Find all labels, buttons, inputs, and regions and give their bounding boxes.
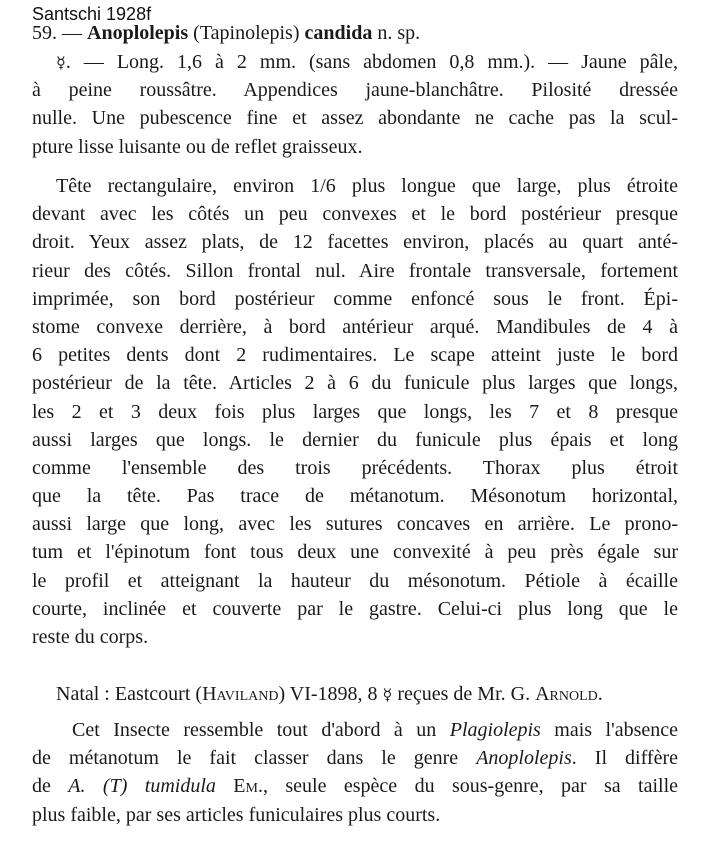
species-number: 59. —	[32, 22, 82, 44]
locality-paragraph	[56, 680, 678, 708]
text-line: à peine roussâtre. Appendices jaune-blanchâtre. Pilosité dressée	[32, 79, 678, 102]
text-line: droit. Yeux assez plats, de 12 facettes environ, placés au quart anté-	[32, 231, 678, 254]
text-line: stome convexe derrière, à bord antérieur arqué. Mandibules de 4 à	[32, 315, 678, 338]
text-line: rieur des côtés. Sillon frontal nul. Aire frontale transversale, fortement	[32, 259, 678, 282]
text-line: comme l'ensemble des trois précédents. Thorax plus étroit	[32, 456, 678, 479]
taxon-reference: A. (T) tumidula	[68, 775, 216, 798]
text-line: plus faible, par ses articles funiculaires plus courts.	[32, 803, 441, 826]
text-line: postérieur de la tête. Articles 2 à 6 du funicule plus larges que longs,	[32, 372, 678, 395]
species-status: n. sp.	[377, 22, 421, 44]
text-line: tum et l'épinotum font tous deux une convexité à peu près égale sur	[32, 541, 678, 564]
text-line: de A. (T) tumidula Em., seule espèce du sous-genre, par sa taille	[32, 775, 679, 798]
text-line: imprimée, son bord postérieur comme enfoncé sous le front. Épi-	[32, 287, 678, 310]
text-line: le profil et atteignant la hauteur du mésonotum. Pétiole à écaille	[32, 569, 678, 592]
text-line: de métanotum le fait classer dans le genre Anoplolepis. Il diffère	[32, 747, 678, 770]
text-line: nulle. Une pubescence fine et assez abondante ne cache pas la scul-	[32, 107, 678, 130]
worker-symbol-icon: ☿	[56, 53, 66, 72]
species-name: candida	[304, 22, 373, 44]
text-line: 6 petites dents dont 2 rudimentaires. Le scape atteint juste le bord	[32, 344, 678, 367]
text-line: Cet Insecte ressemble tout d'abord à un Plagiolepis mais l'absence	[72, 719, 678, 741]
species-heading	[32, 20, 420, 46]
subgenus-name: (Tapinolepis)	[193, 22, 300, 44]
text-line: devant avec les côtés un peu convexes et le bord postérieur presque	[32, 203, 678, 226]
donor-name: Arnold	[535, 683, 598, 705]
text-line: que la tête. Pas trace de métanotum. Mésonotum horizontal,	[32, 485, 678, 508]
genus-reference: Plagiolepis	[449, 719, 541, 741]
text-line: les 2 et 3 deux fois plus larges que longs, les 7 et 8 presque	[32, 400, 678, 423]
description-paragraph-morphology	[32, 172, 678, 651]
text-line: Natal : Eastcourt (Haviland) VI-1898, 8 ☿ reçues de Mr. G. Arnold.	[56, 680, 678, 708]
text-line: Tête rectangulaire, environ 1/6 plus longue que large, plus étroite	[56, 175, 678, 197]
author-abbreviation: Em.	[215, 775, 263, 798]
genus-name: Anoplolepis	[87, 22, 189, 44]
text-line: reste du corps.	[32, 626, 149, 648]
genus-reference: Anoplolepis	[476, 747, 572, 770]
text-line: aussi larges que longs. le dernier du funicule plus épais et long	[32, 428, 678, 451]
text-line: courte, inclinée et couverte par le gastre. Celui-ci plus long que le	[32, 597, 678, 620]
collector-name: Haviland	[202, 683, 279, 705]
remarks-paragraph	[32, 716, 678, 829]
worker-symbol-icon: ☿	[382, 685, 393, 704]
text-line: pture lisse luisante ou de reflet graisseux.	[32, 135, 363, 158]
description-paragraph-worker	[32, 48, 678, 161]
text-line: aussi large que long, avec les sutures concaves en arrière. Le prono-	[32, 513, 678, 536]
source-citation-label: Santschi 1928f	[32, 4, 152, 24]
text-line: ☿. — Long. 1,6 à 2 mm. (sans abdomen 0,8 mm.). — Jaune pâle,	[32, 48, 678, 76]
